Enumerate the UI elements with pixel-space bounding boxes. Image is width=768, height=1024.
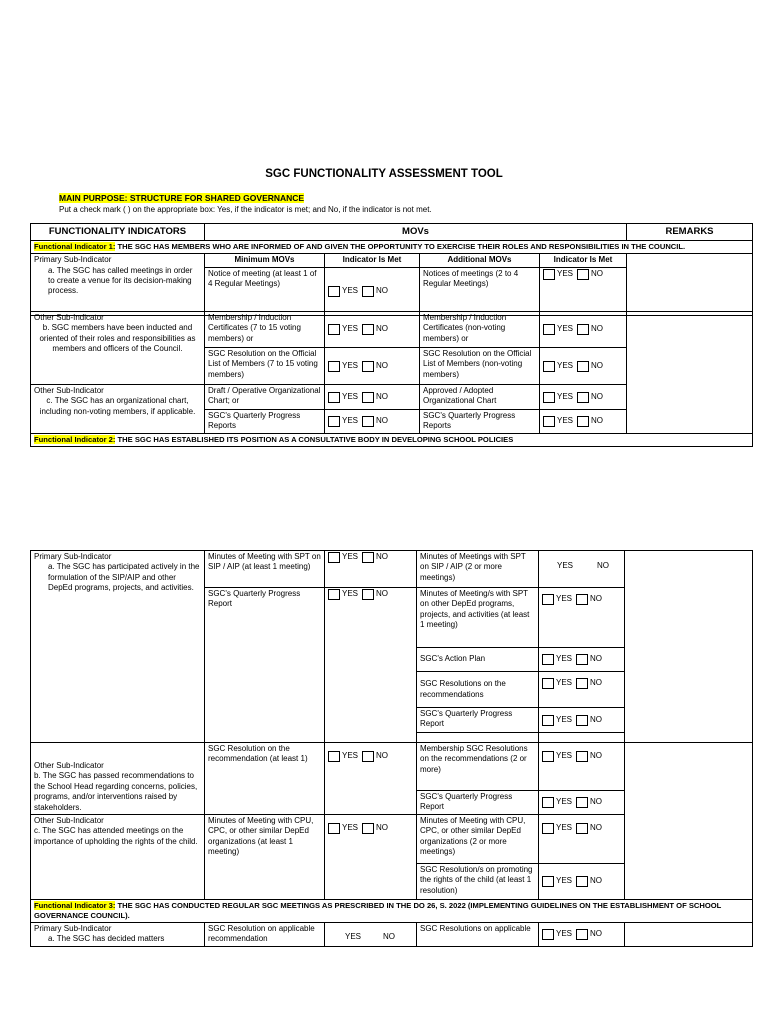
min-mov: Draft / Operative Organizational Chart; or bbox=[205, 385, 325, 410]
min-mov: Minutes of Meeting with SPT on SIP / AIP (at least 1 meeting) bbox=[205, 551, 325, 588]
no-checkbox[interactable] bbox=[577, 361, 589, 372]
additional-mov: SGC's Quarterly Progress Reports bbox=[420, 410, 540, 434]
yes-no-checkbox-group: YES NO bbox=[539, 815, 625, 864]
yes-no-checkbox-group: YES NO bbox=[540, 348, 627, 385]
yes-checkbox[interactable] bbox=[543, 361, 555, 372]
yes-no-checkbox-group: YES NO bbox=[325, 551, 417, 588]
no-checkbox[interactable] bbox=[576, 715, 588, 726]
yes-checkbox[interactable] bbox=[542, 594, 554, 605]
header-movs: MOVs bbox=[205, 224, 627, 241]
yes-checkbox[interactable] bbox=[542, 876, 554, 887]
yes-checkbox[interactable] bbox=[328, 392, 340, 403]
remarks-cell[interactable] bbox=[627, 312, 753, 434]
min-mov: SGC's Quarterly Progress Reports bbox=[205, 410, 325, 434]
other-sub-indicator-b: Other Sub-Indicator b. SGC members have been inducted and oriented of their roles and responsibilities as members and officers of the Council. bbox=[31, 312, 205, 385]
yes-no-checkbox-group: YES NO bbox=[325, 588, 417, 743]
yes-checkbox[interactable] bbox=[328, 823, 340, 834]
yes-checkbox[interactable] bbox=[328, 751, 340, 762]
additional-mov: Minutes of Meeting with CPU, CPC, or other similar DepEd organizations (2 or more meetings) bbox=[417, 815, 539, 864]
yes-no-checkbox-group: YES NO bbox=[325, 385, 420, 410]
subheader-min-movs: Minimum MOVs bbox=[205, 254, 325, 267]
yes-no-checkbox-group: YES NO bbox=[540, 410, 627, 434]
functional-indicator-2: Functional Indicator 2: THE SGC HAS ESTABLISHED ITS POSITION AS A CONSULTATIVE BODY IN DEVELOPING SCHOOL POLICIES bbox=[31, 434, 753, 447]
additional-mov: Minutes of Meeting/s with SPT on other DepEd programs, projects, and activities (at least 1 meeting) bbox=[417, 588, 539, 648]
yes-no-checkbox-group: YES NO bbox=[539, 922, 625, 946]
yes-checkbox[interactable] bbox=[542, 823, 554, 834]
no-checkbox[interactable] bbox=[362, 751, 374, 762]
yes-no-checkbox-group: YES NO bbox=[539, 648, 625, 672]
no-checkbox[interactable] bbox=[576, 751, 588, 762]
no-checkbox[interactable] bbox=[576, 929, 588, 940]
primary-sub-indicator-d: Primary Sub-Indicator a. The SGC has decided matters bbox=[31, 922, 205, 946]
yes-no-checkbox-group: YES NO bbox=[539, 791, 625, 815]
instruction-text: Put a check mark ( ) on the appropriate box: Yes, if the indicator is met; and No, if the indicator is not met. bbox=[59, 205, 432, 214]
additional-mov: SGC Resolutions on the recommendations bbox=[417, 672, 539, 708]
additional-mov: SGC Resolution/s on promoting the rights of the child (at least 1 resolution) bbox=[417, 864, 539, 900]
primary-sub-indicator-1: Primary Sub-Indicator a. The SGC has called meetings in order to create a venue for its decision-making process. bbox=[31, 254, 205, 315]
no-checkbox[interactable] bbox=[362, 286, 374, 297]
yes-no-checkbox-group: YES NO bbox=[539, 672, 625, 708]
additional-mov: Approved / Adopted Organizational Chart bbox=[420, 385, 540, 410]
additional-mov: SGC Resolution on the Official List of Members (non-voting members) bbox=[420, 348, 540, 385]
no-checkbox[interactable] bbox=[576, 594, 588, 605]
min-mov: SGC Resolution on the recommendation (at least 1) bbox=[205, 743, 325, 815]
assessment-table-1-rows bbox=[30, 311, 753, 447]
yes-no-checkbox-group: YES NO bbox=[540, 385, 627, 410]
header-remarks: REMARKS bbox=[627, 224, 753, 241]
remarks-cell[interactable] bbox=[625, 743, 753, 900]
yes-no-checkbox-group: YES NO bbox=[325, 312, 420, 348]
yes-checkbox[interactable] bbox=[543, 269, 555, 280]
no-checkbox[interactable] bbox=[577, 269, 589, 280]
no-checkbox[interactable] bbox=[577, 324, 589, 335]
no-checkbox[interactable] bbox=[362, 324, 374, 335]
yes-checkbox[interactable] bbox=[542, 797, 554, 808]
yes-checkbox[interactable] bbox=[542, 715, 554, 726]
remarks-cell[interactable] bbox=[625, 922, 753, 946]
no-checkbox[interactable] bbox=[362, 392, 374, 403]
no-checkbox[interactable] bbox=[576, 876, 588, 887]
yes-checkbox[interactable] bbox=[542, 751, 554, 762]
primary-sub-indicator-a: Primary Sub-Indicator a. The SGC has participated actively in the formulation of the SIP/AIP and other DepEd programs, projects, and activities. bbox=[31, 551, 205, 743]
no-checkbox[interactable] bbox=[362, 823, 374, 834]
yes-no-checkbox-group: YES NO bbox=[539, 588, 625, 648]
subheader-met: Indicator Is Met bbox=[325, 254, 420, 267]
no-checkbox[interactable] bbox=[576, 823, 588, 834]
functional-indicator-3: Functional Indicator 3: THE SGC HAS CONDUCTED REGULAR SGC MEETINGS AS PRESCRIBED IN THE DO 26, S. 2022 (IMPLEMENTING GUIDELINES ON THE ESTABLISHMENT OF SCHOOL GOVERNANCE COUNCIL). bbox=[31, 900, 753, 923]
min-mov: Notice of meeting (at least 1 of 4 Regular Meetings) bbox=[205, 267, 325, 315]
other-sub-indicator-b2: Other Sub-Indicator b. The SGC has passed recommendations to the School Head regarding concerns, policies, programs, and/or interventions raised by stakeholders. bbox=[31, 743, 205, 815]
no-checkbox[interactable] bbox=[362, 416, 374, 427]
no-checkbox[interactable] bbox=[576, 797, 588, 808]
yes-checkbox[interactable] bbox=[543, 392, 555, 403]
no-checkbox[interactable] bbox=[577, 416, 589, 427]
min-mov: SGC Resolution on applicable recommendation bbox=[205, 922, 325, 946]
yes-no-checkbox-group: YES NO bbox=[325, 815, 417, 900]
min-mov: Membership / Induction Certificates (7 to 15 voting members) or bbox=[205, 312, 325, 348]
min-mov: SGC Resolution on the Official List of Members (7 to 15 voting members) bbox=[205, 348, 325, 385]
yes-checkbox[interactable] bbox=[328, 361, 340, 372]
no-checkbox[interactable] bbox=[577, 392, 589, 403]
main-purpose: MAIN PURPOSE: STRUCTURE FOR SHARED GOVERNANCE bbox=[59, 193, 305, 203]
additional-mov: SGC's Quarterly Progress Report bbox=[417, 791, 539, 815]
no-checkbox[interactable] bbox=[576, 678, 588, 689]
yes-no-text: YES NO bbox=[539, 551, 625, 588]
yes-no-checkbox-group: YES NO bbox=[325, 348, 420, 385]
additional-mov: Membership / Induction Certificates (non-voting members) or bbox=[420, 312, 540, 348]
subheader-add-movs: Additional MOVs bbox=[420, 254, 540, 267]
yes-checkbox[interactable] bbox=[543, 324, 555, 335]
yes-no-text: YES NO bbox=[325, 922, 417, 946]
additional-mov: Notices of meetings (2 to 4 Regular Meetings) bbox=[420, 267, 540, 315]
no-checkbox[interactable] bbox=[576, 654, 588, 665]
min-mov: SGC's Quarterly Progress Report bbox=[205, 588, 325, 743]
yes-checkbox[interactable] bbox=[328, 552, 340, 563]
remarks-cell[interactable] bbox=[625, 551, 753, 743]
document-title: SGC FUNCTIONALITY ASSESSMENT TOOL bbox=[265, 168, 503, 180]
yes-no-checkbox-group: YES NO bbox=[540, 312, 627, 348]
yes-checkbox[interactable] bbox=[328, 416, 340, 427]
yes-no-checkbox-group: YES NO bbox=[539, 708, 625, 733]
yes-no-checkbox-group: YES NO bbox=[540, 267, 627, 315]
additional-mov: Minutes of Meetings with SPT on SIP / AIP (2 or more meetings) bbox=[417, 551, 539, 588]
yes-no-checkbox-group: YES NO bbox=[539, 864, 625, 900]
yes-checkbox[interactable] bbox=[542, 654, 554, 665]
yes-checkbox[interactable] bbox=[542, 678, 554, 689]
functional-indicator-1: Functional Indicator 1: THE SGC HAS MEMBERS WHO ARE INFORMED OF AND GIVEN THE OPPORTUNITY TO EXERCISE THEIR ROLES AND RESPONSIBILITIES IN THE COUNCIL. bbox=[31, 241, 753, 254]
header-indicators: FUNCTIONALITY INDICATORS bbox=[31, 224, 205, 241]
yes-no-checkbox-group: YES NO bbox=[325, 743, 417, 815]
assessment-table-1 bbox=[30, 223, 753, 316]
other-sub-indicator-c: Other Sub-Indicator c. The SGC has an organizational chart, including non-voting members, if applicable. bbox=[31, 385, 205, 434]
yes-checkbox[interactable] bbox=[542, 929, 554, 940]
assessment-table-2 bbox=[30, 550, 753, 947]
additional-mov: SGC's Quarterly Progress Report bbox=[417, 708, 539, 733]
additional-mov: SGC Resolutions on applicable bbox=[417, 922, 539, 946]
min-mov: Minutes of Meeting with CPU, CPC, or other similar DepEd organizations (at least 1 meeting) bbox=[205, 815, 325, 900]
yes-checkbox[interactable] bbox=[328, 589, 340, 600]
yes-checkbox[interactable] bbox=[543, 416, 555, 427]
additional-mov: Membership SGC Resolutions on the recommendations (2 or more) bbox=[417, 743, 539, 791]
yes-no-checkbox-group: YES NO bbox=[539, 743, 625, 791]
yes-checkbox[interactable] bbox=[328, 286, 340, 297]
yes-no-checkbox-group: YES NO bbox=[325, 267, 420, 315]
yes-no-checkbox-group: YES NO bbox=[325, 410, 420, 434]
no-checkbox[interactable] bbox=[362, 589, 374, 600]
subheader-met-2: Indicator Is Met bbox=[540, 254, 627, 267]
other-sub-indicator-c2: Other Sub-Indicator c. The SGC has attended meetings on the importance of upholding the rights of the child. bbox=[31, 815, 205, 900]
no-checkbox[interactable] bbox=[362, 552, 374, 563]
additional-mov: SGC's Action Plan bbox=[417, 648, 539, 672]
no-checkbox[interactable] bbox=[362, 361, 374, 372]
yes-checkbox[interactable] bbox=[328, 324, 340, 335]
remarks-cell[interactable] bbox=[627, 254, 753, 315]
